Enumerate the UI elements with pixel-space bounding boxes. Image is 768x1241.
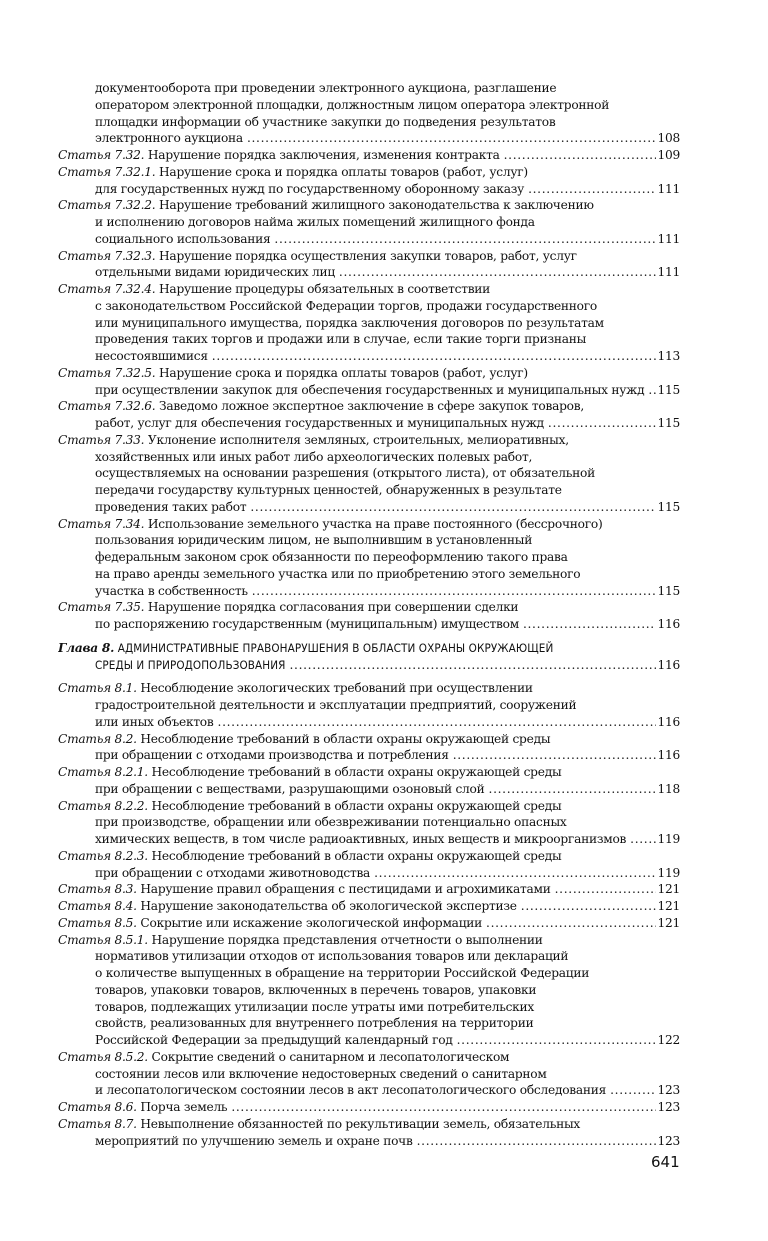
dot-leader (482, 915, 656, 932)
toc-page-number: 108 (657, 131, 680, 146)
toc-line (58, 831, 680, 848)
dot-leader (544, 415, 656, 432)
toc-entry-label: Статья 7.32.2. (58, 198, 156, 213)
toc-page-number: 115 (657, 499, 680, 514)
toc-page-number: 116 (657, 714, 680, 729)
toc-chapter-entry (58, 640, 680, 674)
toc-line (58, 898, 680, 915)
toc-line (58, 482, 680, 499)
toc-entry-title: на право аренды земельного участка или по приобретению этого земельного (95, 566, 581, 581)
toc-page-number: 115 (657, 416, 680, 430)
toc-page-number: 123 (657, 1133, 680, 1148)
toc-entry-label: Статья 8.2. (58, 731, 137, 746)
toc-line (58, 214, 680, 231)
toc-entry (58, 932, 680, 1049)
toc-entry-label: Статья 8.5. (58, 915, 137, 930)
toc-entry (58, 1116, 680, 1150)
toc-entry-title: участка в собственность (95, 583, 248, 598)
table-of-contents (58, 80, 680, 1149)
toc-entry-title: по распоряжению государственным (муниципальным) имуществом (95, 617, 519, 631)
toc-entry (58, 1099, 680, 1116)
toc-page-number: 119 (657, 832, 680, 846)
toc-entry-label: Статья 8.5.2. (58, 1049, 148, 1064)
toc-entry-title: проведения таких работ (95, 499, 247, 514)
toc-line (58, 248, 680, 265)
toc-entry-title: отдельными видами юридических лиц (95, 265, 335, 280)
toc-line (58, 982, 680, 999)
toc-line (58, 197, 680, 214)
dot-leader (370, 865, 656, 882)
toc-entry-title: и лесопатологическом состоянии лесов в акт лесопатологического обследования (95, 1083, 607, 1098)
toc-entry-title: Сокрытие сведений о санитарном и лесопатологическом (151, 1049, 510, 1064)
toc-line (58, 814, 680, 831)
toc-line (58, 1066, 680, 1083)
toc-line (58, 532, 680, 549)
toc-entry-label: Статья 7.32.6. (58, 399, 156, 414)
toc-line (58, 714, 680, 731)
toc-entry (58, 898, 680, 915)
toc-line (58, 465, 680, 482)
toc-entry-title: Нарушение порядка представления отчетности о выполнении (151, 932, 543, 947)
toc-entry-label: Статья 7.32.3. (58, 248, 156, 263)
dot-leader (335, 264, 656, 281)
toc-line (58, 382, 680, 399)
toc-entry-title: при обращении с веществами, разрушающими озоновый слой (95, 781, 485, 796)
toc-entry (58, 365, 680, 399)
toc-page-number: 116 (657, 617, 680, 631)
toc-line (58, 657, 680, 674)
toc-page-number: 113 (657, 349, 680, 363)
toc-entry-title: Нарушение требований жилищного законодательства к заключению (159, 198, 594, 213)
toc-line (58, 865, 680, 882)
toc-page-number: 121 (657, 915, 680, 930)
toc-entry-title: Российской Федерации за предыдущий календарный год (95, 1033, 453, 1047)
toc-page-number: 123 (657, 1100, 680, 1114)
toc-entry-title: Несоблюдение требований в области охраны окружающей среды (151, 765, 562, 779)
toc-entry-title: свойств, реализованных для внутреннего потребления на территории (95, 1016, 534, 1031)
dot-leader (500, 147, 656, 164)
toc-entry-label: Статья 7.32.5. (58, 365, 156, 380)
toc-line (58, 264, 680, 281)
toc-entry (58, 164, 680, 198)
toc-line (58, 781, 680, 798)
toc-line (58, 566, 680, 583)
toc-entry-label: Статья 8.2.3. (58, 848, 148, 863)
toc-line (58, 231, 680, 248)
toc-line (58, 97, 680, 114)
dot-leader (214, 714, 656, 731)
dot-leader (606, 1082, 656, 1099)
toc-entry-title: Нарушение процедуры обязательных в соответствии (159, 282, 491, 296)
toc-line (58, 147, 680, 164)
dot-leader (413, 1133, 656, 1150)
toc-entry-title: или муниципального имущества, порядка заключения договоров по результатам (95, 315, 604, 330)
toc-entry-title: осуществляемых на основании разрешения (открытого листа), от обязательной (95, 466, 595, 481)
toc-entry (58, 281, 680, 365)
toc-entry-title: при обращении с отходами животноводства (95, 865, 371, 880)
toc-page-number: 111 (657, 231, 680, 246)
toc-line (58, 298, 680, 315)
toc-entry-title: Нарушение порядка согласования при совершении сделки (147, 600, 519, 615)
dot-leader (517, 898, 656, 915)
toc-line (58, 616, 680, 633)
toc-line (58, 281, 680, 298)
toc-line (58, 415, 680, 432)
toc-page-number: 123 (657, 1083, 680, 1098)
toc-entry (58, 80, 680, 147)
toc-line (58, 798, 680, 815)
toc-line (58, 549, 680, 566)
toc-entry-title: градостроительной деятельности и эксплуатации предприятий, сооружений (95, 698, 577, 712)
toc-entry-title: пользования юридическим лицом, не выполнившим в установленный (95, 533, 533, 548)
toc-line (58, 130, 680, 147)
dot-leader (270, 231, 656, 248)
toc-entry-title: площадки информации об участнике закупки до подведения результатов (95, 114, 556, 129)
toc-line (58, 680, 680, 697)
toc-entry-label: Статья 7.32.4. (58, 282, 156, 296)
toc-line (58, 583, 680, 600)
toc-line (58, 164, 680, 181)
toc-line (58, 1116, 680, 1133)
toc-line (58, 331, 680, 348)
toc-line (58, 932, 680, 949)
toc-entry-label: Статья 7.33. (58, 432, 145, 447)
toc-entry-title: для государственных нужд по государственному оборонному заказу (95, 181, 525, 196)
dot-leader (626, 831, 656, 848)
toc-entry (58, 848, 680, 882)
toc-entry (58, 731, 680, 765)
toc-line (58, 499, 680, 516)
toc-entry-label: Статья 8.6. (58, 1100, 137, 1114)
toc-line (58, 516, 680, 533)
toc-entry-label: Статья 8.4. (58, 899, 137, 913)
toc-entry-label: Статья 7.32. (58, 148, 145, 162)
toc-entry-title: СРЕДЫ И ПРИРОДОПОЛЬЗОВАНИЯ (95, 657, 286, 672)
toc-line (58, 1015, 680, 1032)
toc-entry-title: Использование земельного участка на праве постоянного (бессрочного) (147, 516, 603, 531)
toc-line (58, 1099, 680, 1116)
toc-entry (58, 1049, 680, 1099)
toc-entry-title: Нарушение правил обращения с пестицидами и агрохимикатами (140, 882, 551, 897)
toc-line (58, 1049, 680, 1066)
dot-leader (285, 657, 656, 674)
toc-page-number: 116 (657, 657, 680, 672)
toc-page-number: 111 (657, 265, 680, 280)
toc-entry-title: социального использования (95, 231, 271, 246)
toc-entry-title: товаров, подлежащих утилизации после утраты ими потребительских (95, 999, 535, 1014)
toc-line (58, 348, 680, 365)
toc-entry-title: Порча земель (140, 1100, 228, 1114)
dot-leader (485, 781, 656, 798)
toc-line (58, 398, 680, 415)
toc-entry-title: Несоблюдение требований в области охраны окружающей среды (151, 848, 562, 863)
toc-entry-title: товаров, упаковки товаров, включенных в перечень товаров, упаковки (95, 982, 537, 997)
toc-entry-title: о количестве выпущенных в обращение на территории Российской Федерации (95, 966, 590, 980)
toc-entry-title: с законодательством Российской Федерации торгов, продажи государственного (95, 298, 597, 313)
toc-entry-label: Статья 8.2.2. (58, 798, 148, 813)
toc-entry-title: Нарушение порядка заключения, изменения контракта (147, 148, 500, 162)
dot-leader (243, 130, 656, 147)
toc-entry (58, 516, 680, 600)
toc-line (58, 747, 680, 764)
page-number: 641 (651, 1153, 680, 1171)
toc-entry-title: оператором электронной площадки, должностным лицом оператора электронной (95, 97, 610, 112)
toc-entry (58, 248, 680, 282)
toc-entry-title: электронного аукциона (95, 131, 243, 146)
toc-entry-title: Уклонение исполнителя земляных, строительных, мелиоративных, (147, 432, 569, 447)
toc-entry-label: Статья 8.3. (58, 882, 137, 897)
toc-line (58, 1032, 680, 1049)
toc-entry (58, 881, 680, 898)
toc-line (58, 449, 680, 466)
toc-page-number: 109 (657, 148, 680, 162)
toc-page-number: 111 (657, 181, 680, 196)
toc-line (58, 915, 680, 932)
toc-entry (58, 599, 680, 633)
toc-entry-title: проведения таких торгов и продажи или в случае, если такие торги признаны (95, 332, 587, 347)
toc-entry-title: и исполнению договоров найма жилых помещений жилищного фонда (95, 215, 535, 229)
dot-leader (519, 616, 656, 633)
toc-entry (58, 197, 680, 247)
toc-entry-label: Статья 7.35. (58, 600, 145, 615)
toc-entry-label: Глава 8. (58, 640, 115, 655)
toc-line (58, 881, 680, 898)
toc-entry-title: при обращении с отходами производства и потребления (95, 748, 449, 763)
toc-page-number: 119 (657, 865, 680, 880)
toc-entry-label: Статья 7.32.1. (58, 164, 156, 179)
toc-page-number: 121 (657, 882, 680, 897)
toc-page-number: 115 (657, 382, 680, 397)
toc-entry-title: передачи государству культурных ценностей, обнаруженных в результате (95, 483, 562, 497)
toc-entry-title: или иных объектов (95, 714, 214, 729)
toc-entry-title: несостоявшимися (95, 349, 208, 363)
toc-line (58, 80, 680, 97)
toc-entry-title: Несоблюдение требований в области охраны окружающей среды (151, 798, 562, 813)
toc-page-number: 121 (657, 899, 680, 913)
toc-entry (58, 680, 680, 730)
toc-entry (58, 432, 680, 516)
toc-entry-title: документооборота при проведении электронного аукциона, разглашение (95, 81, 557, 95)
toc-entry-title: Сокрытие или искажение экологической информации (140, 915, 483, 930)
toc-entry (58, 764, 680, 798)
toc-entry-title: Нарушение срока и порядка оплаты товаров (работ, услуг) (159, 164, 528, 179)
toc-entry (58, 915, 680, 932)
toc-line (58, 965, 680, 982)
toc-entry-title: хозяйственных или иных работ либо археологических полевых работ, (95, 449, 533, 464)
toc-line (58, 432, 680, 449)
toc-entry-title: Несоблюдение требований в области охраны окружающей среды (140, 731, 551, 746)
toc-entry (58, 147, 680, 164)
toc-line (58, 1082, 680, 1099)
toc-entry-title: при осуществлении закупок для обеспечения государственных и муниципальных нужд (95, 382, 645, 397)
toc-entry-title: при производстве, обращении или обезвреживании потенциально опасных (95, 815, 567, 830)
toc-line (58, 697, 680, 714)
toc-entry-title: нормативов утилизации отходов от использования товаров или деклараций (95, 949, 569, 964)
toc-page-number: 116 (657, 748, 680, 763)
toc-line (58, 640, 680, 657)
toc-line (58, 181, 680, 198)
toc-entry-title: Нарушение порядка осуществления закупки товаров, работ, услуг (159, 248, 577, 263)
toc-entry-title: мероприятий по улучшению земель и охране почв (95, 1133, 413, 1148)
toc-entry-title: федеральным законом срок обязанности по переоформлению такого права (95, 550, 568, 564)
dot-leader (208, 348, 656, 365)
toc-line (58, 315, 680, 332)
toc-entry-title: химических веществ, в том числе радиоактивных, иных веществ и микроорганизмов (95, 832, 627, 846)
toc-entry-label: Статья 8.5.1. (58, 932, 148, 947)
toc-entry (58, 398, 680, 432)
toc-entry-label: Статья 7.34. (58, 516, 145, 531)
toc-entry (58, 798, 680, 848)
toc-entry-title: Заведомо ложное экспертное заключение в сфере закупок товаров, (159, 399, 584, 414)
dot-leader (551, 881, 656, 898)
dot-leader (227, 1099, 656, 1116)
toc-entry-title: Нарушение законодательства об экологической экспертизе (140, 899, 517, 913)
dot-leader (644, 382, 656, 399)
toc-entry-label: Статья 8.2.1. (58, 765, 148, 779)
toc-page-number: 115 (657, 583, 680, 598)
toc-entry-title: Нарушение срока и порядка оплаты товаров (работ, услуг) (159, 365, 528, 380)
toc-line (58, 365, 680, 382)
dot-leader (453, 1032, 656, 1049)
toc-entry-title: состоянии лесов или включение недостоверных сведений о санитарном (95, 1066, 547, 1081)
toc-line (58, 731, 680, 748)
toc-line (58, 999, 680, 1016)
toc-line (58, 114, 680, 131)
toc-entry-title: работ, услуг для обеспечения государственных и муниципальных нужд (95, 416, 544, 430)
toc-entry-title: Невыполнение обязанностей по рекультивации земель, обязательных (140, 1116, 581, 1131)
toc-line (58, 948, 680, 965)
dot-leader (248, 583, 656, 600)
toc-entry-label: Статья 8.1. (58, 681, 137, 696)
toc-page-number: 122 (657, 1033, 680, 1047)
dot-leader (524, 181, 656, 198)
toc-line (58, 1133, 680, 1150)
toc-line (58, 848, 680, 865)
dot-leader (246, 499, 656, 516)
dot-leader (449, 747, 656, 764)
toc-line (58, 599, 680, 616)
toc-entry-title: АДМИНИСТРАТИВНЫЕ ПРАВОНАРУШЕНИЯ В ОБЛАСТИ ОХРАНЫ ОКРУЖАЮЩЕЙ (117, 640, 554, 655)
toc-line (58, 764, 680, 781)
toc-page-number: 118 (657, 781, 680, 796)
toc-entry-label: Статья 8.7. (58, 1116, 137, 1131)
toc-entry-title: Несоблюдение экологических требований при осуществлении (140, 681, 533, 696)
